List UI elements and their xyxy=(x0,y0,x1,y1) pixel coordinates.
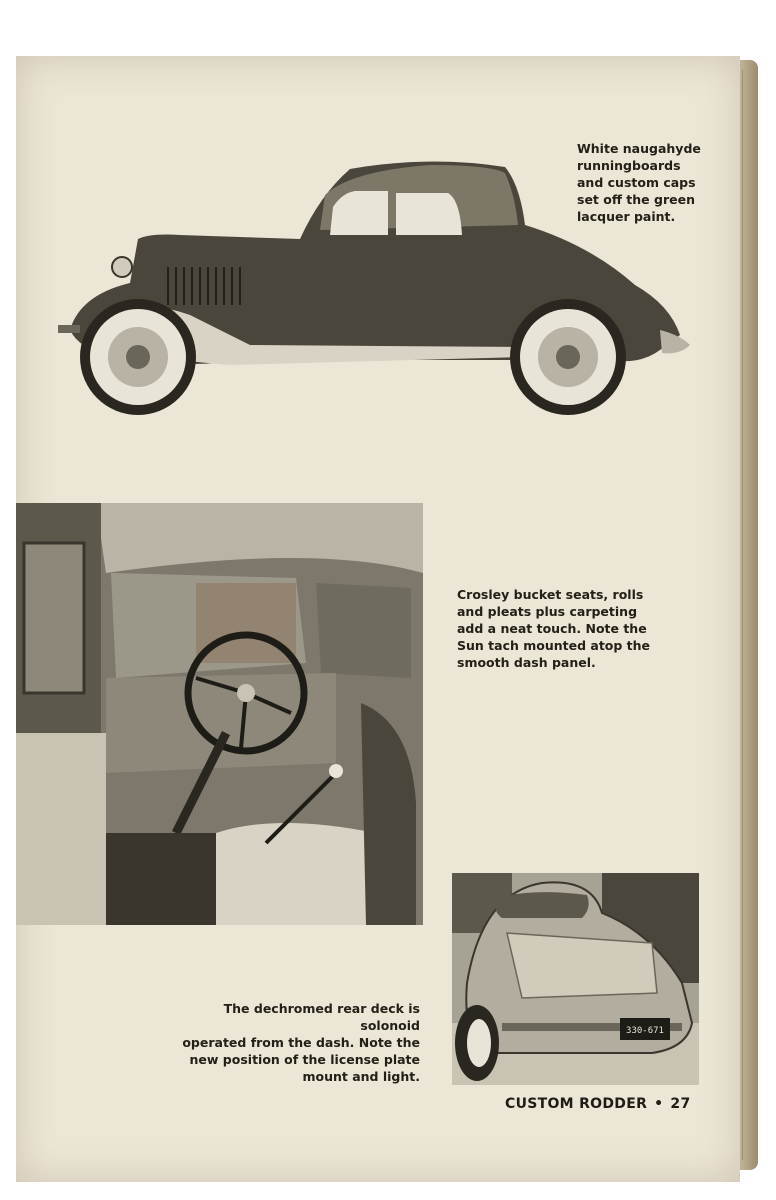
rear-deck-caption: The dechromed rear deck is solonoid operated from the dash. Note the new position of the license plate mount and light. xyxy=(182,1001,420,1084)
bullet-separator: • xyxy=(654,1096,664,1112)
interior-photo xyxy=(16,503,423,925)
license-plate-text: 330-671 xyxy=(626,1026,664,1036)
magazine-name: CUSTOM RODDER xyxy=(505,1096,648,1112)
interior-caption: Crosley bucket seats, rolls and pleats plus carpeting add a neat touch. Note the Sun tach mounted atop the smooth dash panel. xyxy=(457,587,651,670)
page-number: 27 xyxy=(670,1096,691,1112)
rear-deck-photo xyxy=(452,873,699,1085)
page-footer xyxy=(505,1096,691,1112)
car-side-caption: White naugahyde runningboards and custom caps set off the green lacquer paint. xyxy=(577,141,701,224)
